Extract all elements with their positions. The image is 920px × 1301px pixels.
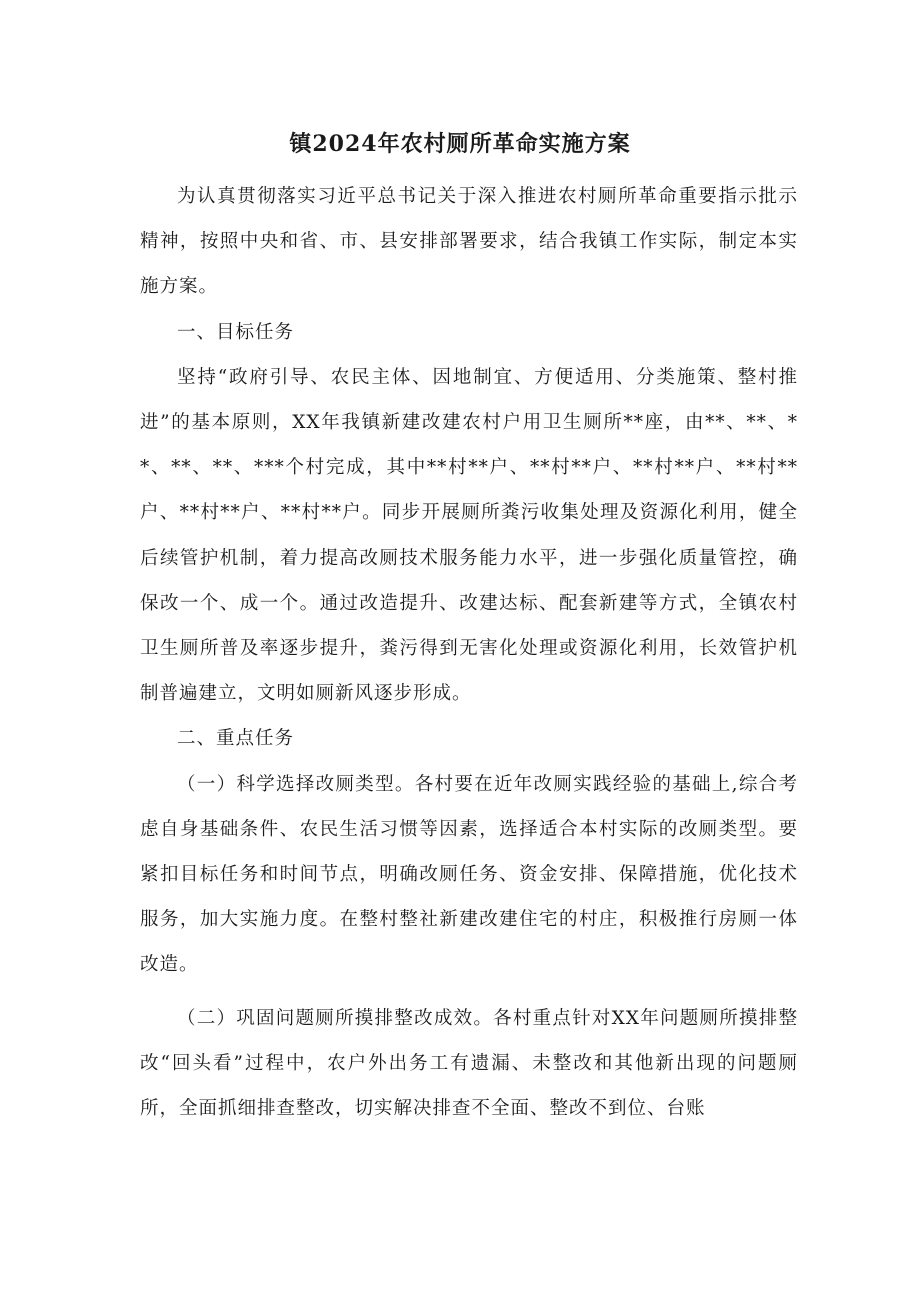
document-body [140, 174, 798, 1131]
section2-item2-paragraph: （二）巩固问题厕所摸排整改成效。各村重点针对XX年问题厕所摸排整改“回头看”过程中，农户外出务工有遗漏、未整改和其他新出现的问题厕所，全面抓细排查整改，切实解决排查不全面、整改不到位、台账 [140, 1007, 798, 1120]
section2-heading: 二、重点任务 [177, 728, 295, 750]
document-title: 镇2024年农村厕所革命实施方案 [289, 131, 631, 157]
section2-item1-paragraph: （一）科学选择改厕类型。各村要在近年改厕实践经验的基础上,综合考虑自身基础条件、农民生活习惯等因素，选择适合本村实际的改厕类型。要紧扣目标任务和时间节点，明确改厕任务、资金安排、保障措施，优化技术服务，加大实施力度。在整村整社新建改建住宅的村庄，积极推行房厕一体改造。 [140, 773, 798, 976]
section1-heading: 一、目标任务 [177, 321, 295, 343]
section1-paragraph: 坚持“政府引导、农民主体、因地制宜、方便适用、分类施策、整村推进”的基本原则，XX年我镇新建改建农村户用卫生厕所**座，由**、**、**、**、**、***个村完成，其中**村**户、**村**户、**村**户、**村**户、**村**户、**村**户。同步开展厕所粪污收集处理及资源化利用，健全后续管护机制，着力提高改厕技术服务能力水平，进一步强化质量管控，确保改一个、成一个。通过改造提升、改建达标、配套新建等方式，全镇农村卫生厕所普及率逐步提升，粪污得到无害化处理或资源化利用，长效管护机制普遍建立，文明如厕新风逐步形成。 [140, 366, 798, 705]
intro-paragraph: 为认真贯彻落实习近平总书记关于深入推进农村厕所革命重要指示批示精神，按照中央和省、市、县安排部署要求，结合我镇工作实际，制定本实施方案。 [140, 186, 798, 298]
